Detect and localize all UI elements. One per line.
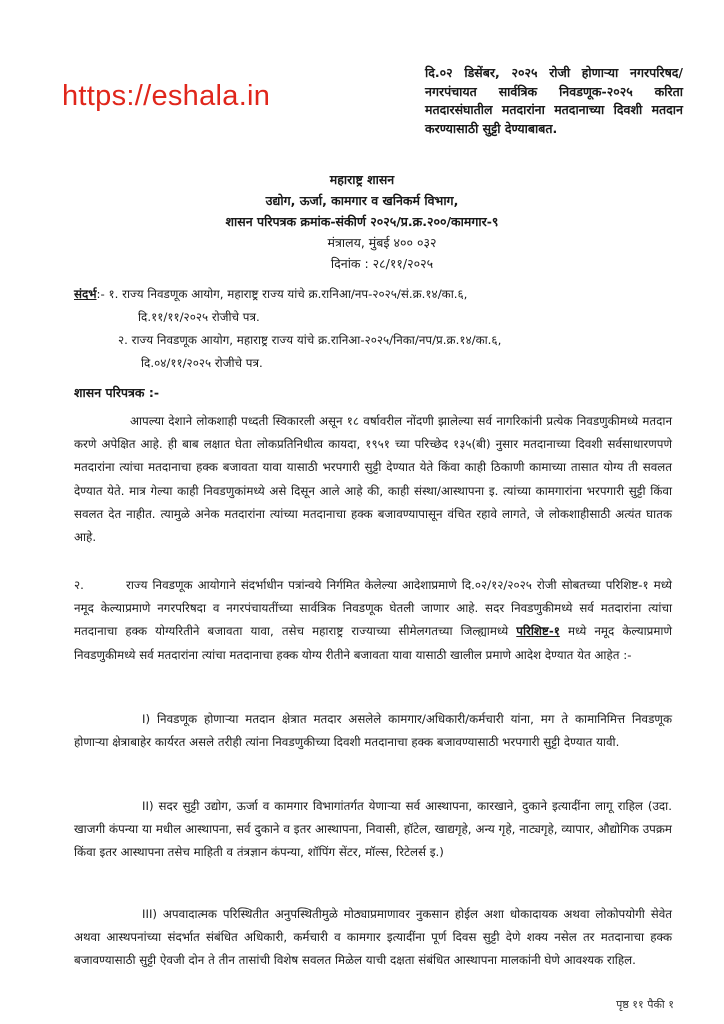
subject-block: दि.०२ डिसेंबर, २०२५ रोजी होणाऱ्या नगरपरिषद/ नगरपंचायत सार्वत्रिक निवडणूक-२०२५ करिता मतदारसंघातील मतदारांना मतदानाच्या दिवशी मतदान करण्यासाठी सुट्टी देण्याबाबत.	[425, 65, 683, 136]
circular-date: दिनांक : २८/११/२०२५	[330, 256, 434, 271]
reference-2-date: दि.०४/११/२०२५ रोजीचे पत्र.	[141, 356, 263, 370]
government-title: महाराष्ट्र शासन	[329, 172, 395, 187]
watermark-url[interactable]: https://eshala.in	[62, 80, 271, 112]
annexure-reference: परिशिष्ट-१	[516, 624, 560, 639]
reference-1: :- १. राज्य निवडणूक आयोग, महाराष्ट्र राज्य यांचे क्र.रानिआ/नप-२०२५/सं.क्र.१४/का.६,	[96, 287, 468, 301]
reference-1-date: दि.११/११/२०२५ रोजीचे पत्र.	[138, 310, 260, 324]
order-point-1: I) निवडणूक होणाऱ्या मतदान क्षेत्रात मतदार असलेले कामगार/अधिकारी/कर्मचारी यांना, मग ते कामानिमित्त निवडणूक होणाऱ्या क्षेत्राबाहेर कार्यरत असले तरीही त्यांना निवडणुकीच्या दिवशी मतदानाचा हक्क बजावण्यासाठी भरपगारी सुट्टी देण्यात यावी.	[74, 712, 672, 750]
paragraph-2-number: २.	[74, 578, 84, 592]
circular-heading: शासन परिपत्रक :-	[74, 385, 160, 400]
address: मंत्रालय, मुंबई ४०० ०३२	[327, 235, 437, 250]
reference-2: २. राज्य निवडणूक आयोग, महाराष्ट्र राज्य यांचे क्र.रानिआ-२०२५/निका/नप/प्र.क्र.१४/का.६,	[118, 333, 502, 347]
page-number: पृष्ठ ११ पैकी १	[616, 998, 674, 1011]
circular-number: शासन परिपत्रक क्रमांक-संकीर्ण २०२५/प्र.क्र.२००/कामगार-९	[225, 214, 499, 229]
paragraph-2-text-a: राज्य निवडणूक आयोगाने संदर्भाधीन पत्रांन्वये निर्गमित केलेल्या आदेशाप्रमाणे दि.०२/१२/२०२५ रोजी सोबतच्या परिशिष्ट-१ मध्ये नमूद केल्याप्रमाणे नगरपरिषदा व नगरपंचायतींच्या सार्वत्रिक निवडणूक घेतली जाणार आहे. सदर निवडणुकीमध्ये सर्व मतदारांना त्यांचा मतदानाचा हक्क योग्यरितीने बजावता यावा, तसेच महाराष्ट्र राज्याच्या सीमेलगतच्या जिल्ह्यामध्ये	[74, 578, 672, 639]
letterhead	[0, 169, 724, 274]
paragraph-2	[74, 574, 672, 667]
paragraph-1: आपल्या देशाने लोकशाही पध्दती स्विकारली असून १८ वर्षावरील नोंदणी झालेल्या सर्व नागरिकांनी प्रत्येक निवडणुकीमध्ये मतदान करणे अपेक्षित आहे. ही बाब लक्षात घेता लोकप्रतिनिधीत्व कायदा, १९५१ च्या परिच्छेद १३५(बी) नुसार मतदानाच्या दिवशी सर्वसाधारणपणे मतदारांना त्यांचा मतदानाचा हक्क बजावता यावा यासाठी भरपगारी सुट्टी देण्यात येते किंवा काही ठिकाणी कामाच्या तासात योग्य ती सवलत देण्यात येते. मात्र गेल्या काही निवडणुकांमध्ये असे दिसून आले आहे की, काही संस्था/आस्थापना इ. त्यांच्या कामगारांना भरपगारी सुट्टी किंवा सवलत देत नाहीत. त्यामुळे अनेक मतदारांना त्यांच्या मतदानाचा हक्क बजावण्यापासून वंचित रहावे लागते, जे लोकशाहीसाठी अत्यंत घातक आहे.	[74, 414, 672, 545]
order-point-3: III) अपवादात्मक परिस्थितीत अनुपस्थितीमुळे मोठ्याप्रमाणावर नुकसान होईल अशा धोकादायक अथवा लोकोपयोगी सेवेत अथवा आस्थपनांच्या संदर्भात संबंधित अधिकारी, कर्मचारी व कामगार इत्यादींना पूर्ण दिवस सुट्टी देणे शक्य नसेल तर मतदानाचा हक्क बजावण्यासाठी सुट्टी ऐवजी दोन ते तीन तासांची विशेष सवलत मिळेल याची दक्षता संबंधित आस्थापना मालकांनी घेणे आवश्यक राहिल.	[74, 907, 672, 968]
order-point-2: II) सदर सुट्टी उद्योग, ऊर्जा व कामगार विभागांतर्गत येणाऱ्या सर्व आस्थापना, कारखाने, दुकाने इत्यादींना लागू राहिल (उदा. खाजगी कंपन्या या मधील आस्थापना, सर्व दुकाने व इतर आस्थापना, निवासी, हॉटेल, खाद्यगृहे, अन्य गृहे, नाट्यगृहे, व्यापार, औद्योगिक उपक्रम किंवा इतर आस्थापना तसेच माहिती व तंत्रज्ञान कंपन्या, शॉपिंग सेंटर, मॉल्स, रिटेलर्स इ.)	[74, 799, 672, 860]
references	[74, 283, 674, 375]
department-name: उद्योग, ऊर्जा, कामगार व खनिकर्म विभाग,	[265, 193, 459, 208]
references-label: संदर्भ	[74, 287, 97, 301]
paragraph-2-text-b: मध्ये नमूद केल्याप्रमाणे निवडणुकीमध्ये सर्व मतदारांना त्यांचा मतदानाचा हक्क योग्य रीतीने बजावता यावा यासाठी खालील प्रमाणे आदेश देण्यात येत आहेत :-	[74, 624, 673, 662]
